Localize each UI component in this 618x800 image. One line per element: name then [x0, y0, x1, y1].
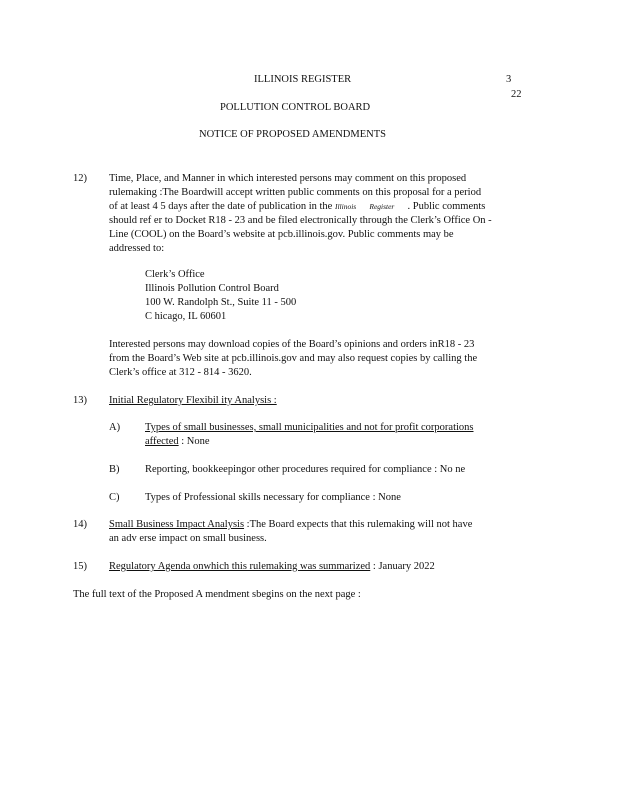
download-line-3: Clerk’s office at 312 - 814 - 3620.: [109, 367, 252, 378]
page-number-top: 3: [506, 74, 512, 85]
item-13-b-letter: B): [109, 464, 120, 475]
notice-title: NOTICE OF PROPOSED AMENDMENTS: [199, 129, 386, 140]
item-15-title: Regulatory Agenda onwhich this rulemaking was summarized: [109, 561, 371, 572]
item-12-line-3-end: . Public comments: [407, 201, 486, 212]
item-13-a-line-2: [145, 435, 210, 449]
address-line-1: Clerk’s Office: [145, 269, 205, 280]
item-13-c-text: Types of Professional skills necessary for compliance : None: [145, 492, 401, 503]
item-13-a-letter: A): [109, 422, 121, 433]
item-14-line-2: an adv erse impact on small business.: [109, 533, 267, 544]
page-number-bottom: 22: [511, 89, 522, 100]
item-12-line-6: addressed to:: [109, 243, 165, 254]
item-12-line-1: Time, Place, and Manner in which interested persons may comment on this proposed: [109, 173, 467, 184]
item-13-b-text: Reporting, bookkeepingor other procedures required for compliance : No ne: [145, 464, 466, 475]
address-line-2: Illinois Pollution Control Board: [145, 283, 279, 294]
item-14-title: Small Business Impact Analysis: [109, 519, 245, 530]
item-12-line-4: should ref er to Docket R18 - 23 and be filed electronically through the Clerk’s Office On -: [109, 215, 492, 226]
register-title: ILLINOIS REGISTER: [254, 74, 352, 85]
item-15-line: [109, 560, 435, 574]
affected-value: : None: [178, 436, 210, 447]
download-line-2: from the Board’s Web site at pcb.illinois.gov and may also request copies by calling the: [109, 353, 478, 364]
item-13-number: 13): [73, 395, 87, 406]
item-12-number: 12): [73, 173, 87, 184]
item-14-text: :The Board expects that this rulemaking will not have: [244, 519, 473, 530]
register-italic-2: Register: [369, 202, 395, 211]
item-12-line-3: [109, 200, 485, 214]
item-12-line-3-text: of at least 4 5 days after the date of publication in the: [109, 201, 333, 212]
item-15-date: : January 2022: [370, 561, 435, 572]
address-line-3: 100 W. Randolph St., Suite 11 - 500: [145, 297, 297, 308]
address-line-4: C hicago, IL 60601: [145, 311, 227, 322]
item-13-c-letter: C): [109, 492, 120, 503]
item-15-number: 15): [73, 561, 87, 572]
affected-label: affected: [145, 436, 179, 447]
item-12-line-5: Line (COOL) on the Board’s website at pcb.illinois.gov. Public comments may be: [109, 229, 454, 240]
item-14-line-1: [109, 518, 472, 532]
item-13-title: Initial Regulatory Flexibil ity Analysis :: [109, 395, 277, 406]
full-text-note: The full text of the Proposed A mendment sbegins on the next page :: [73, 589, 361, 600]
item-13-a-line-1: Types of small businesses, small municipalities and not for profit corporations: [145, 422, 474, 433]
board-title: POLLUTION CONTROL BOARD: [220, 102, 371, 113]
item-14-number: 14): [73, 519, 87, 530]
register-italic-1: Illinois: [334, 202, 357, 211]
item-12-line-2: rulemaking :The Boardwill accept written public comments on this proposal for a period: [109, 187, 482, 198]
download-line-1: Interested persons may download copies of the Board’s opinions and orders inR18 - 23: [109, 339, 475, 350]
